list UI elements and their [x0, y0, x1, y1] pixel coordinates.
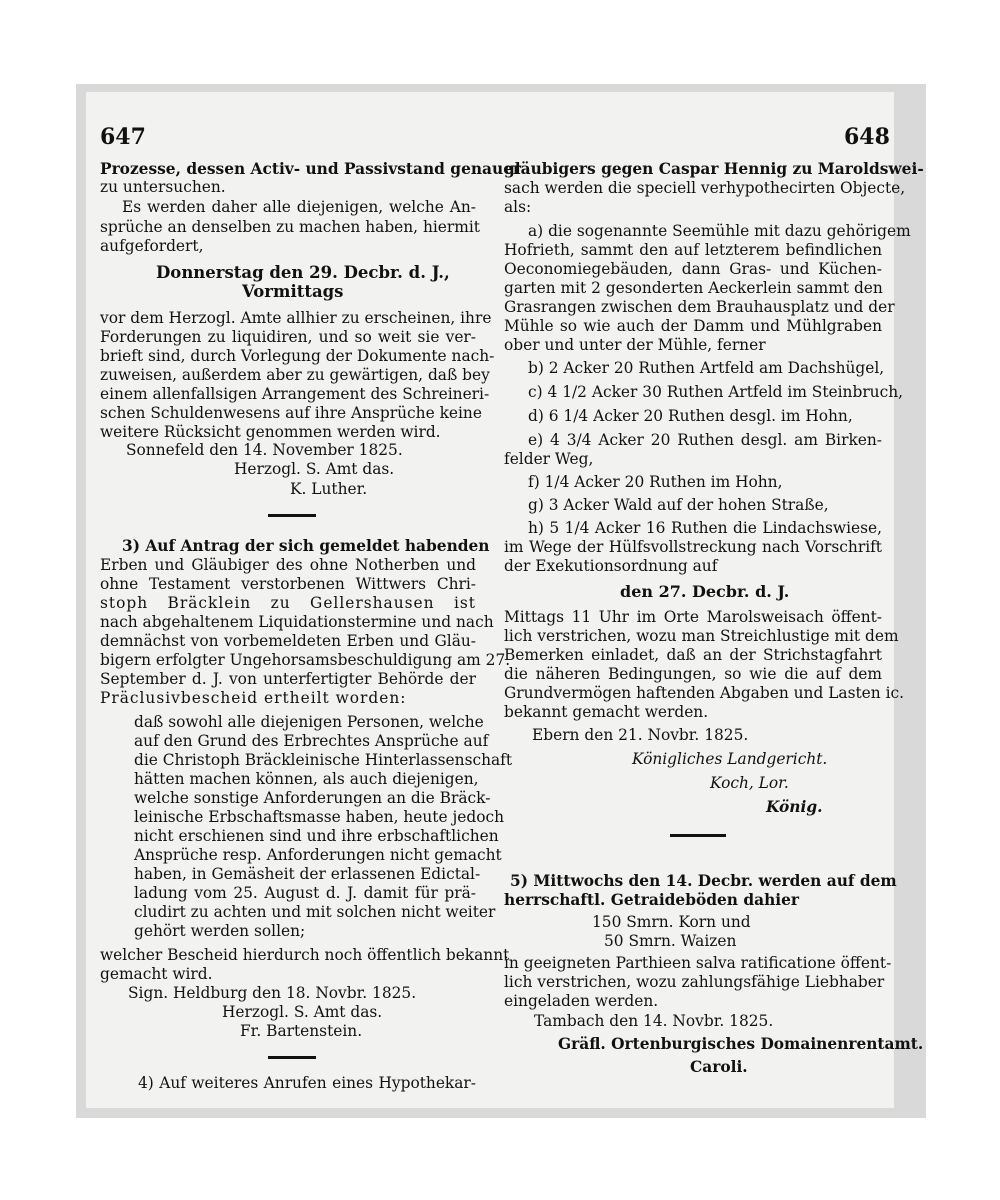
signature-name: Fr. Bartenstein.: [240, 1022, 363, 1040]
text-line: der Exekutionsordnung auf: [504, 557, 718, 575]
text-line: zuweisen, außerdem aber zu gewärtigen, daß bey: [100, 366, 490, 384]
text-line: vor dem Herzogl. Amte allhier zu erscheinen, ihre: [100, 309, 492, 327]
text-line: aufgefordert,: [100, 237, 204, 255]
text-line: Ansprüche resp. Anforderungen nicht gemacht: [134, 846, 502, 864]
list-item: b) 2 Acker 20 Ruthen Artfeld am Dachshügel,: [528, 359, 885, 377]
text-line: Bemerken einladet, daß an der Strichstagfahrt: [504, 646, 882, 664]
text-line: 150 Smrn. Korn und: [592, 913, 751, 931]
text-line: weitere Rücksicht genommen werden wird.: [100, 423, 441, 441]
right-page-number: 648: [844, 124, 890, 150]
signature-office: Gräfl. Ortenburgisches Domainenrentamt.: [558, 1035, 924, 1053]
text-line: brieft sind, durch Vorlegung der Dokumente nach-: [100, 347, 495, 365]
text-line: herrschaftl. Getraideböden dahier: [504, 891, 800, 909]
signature-office: Königliches Landgericht.: [632, 750, 828, 768]
list-item: a) die sogenannte Seemühle mit dazu gehörigem: [528, 222, 911, 240]
text-line: Hofrieth, sammt den auf letzterem befindlichen: [504, 241, 882, 259]
date-heading: Donnerstag den 29. Decbr. d. J.,: [156, 263, 450, 282]
text-line: als:: [504, 198, 532, 216]
section-divider: [670, 834, 726, 837]
text-line: lich verstrichen, wozu man Streichlustige mit dem: [504, 627, 899, 645]
text-line: in geeigneten Parthieen salva ratificatione öffent-: [504, 954, 892, 972]
text-line: im Wege der Hülfsvollstreckung nach Vorschrift: [504, 538, 882, 556]
place-date-line: Sonnefeld den 14. November 1825.: [126, 441, 403, 459]
text-line: September d. J. von unterfertigter Behörde der: [100, 670, 476, 688]
text-line: 50 Smrn. Waizen: [604, 932, 737, 950]
text-line: lich verstrichen, wozu zahlungsfähige Liebhaber: [504, 973, 885, 991]
text-line: einem allenfallsigen Arrangement des Schreineri-: [100, 385, 490, 403]
text-line: sach werden die speciell verhypothecirten Objecte,: [504, 179, 906, 197]
list-item: e) 4 3/4 Acker 20 Ruthen desgl. am Birken-: [528, 431, 882, 449]
text-line: Grasrangen zwischen dem Brauhausplatz und der: [504, 298, 895, 316]
list-item: d) 6 1/4 Acker 20 Ruthen desgl. im Hohn,: [528, 407, 853, 425]
signature-office: Herzogl. S. Amt das.: [222, 1003, 383, 1021]
list-item: g) 3 Acker Wald auf der hohen Straße,: [528, 496, 829, 514]
list-item: h) 5 1/4 Acker 16 Ruthen die Lindachswiese,: [528, 519, 882, 537]
signature-name: König.: [766, 798, 823, 816]
text-line: Präclusivbescheid ertheilt worden:: [100, 689, 407, 707]
list-item: c) 4 1/2 Acker 30 Ruthen Artfeld im Steinbruch,: [528, 383, 904, 401]
text-line: auf den Grund des Erbrechtes Ansprüche auf: [134, 732, 489, 750]
text-line: eingeladen werden.: [504, 992, 659, 1010]
signature-name: Koch, Lor.: [710, 774, 789, 792]
date-heading: den 27. Decbr. d. J.: [620, 582, 790, 601]
place-date-line: Sign. Heldburg den 18. Novbr. 1825.: [128, 984, 417, 1002]
text-line: Es werden daher alle diejenigen, welche An-: [122, 198, 476, 216]
text-line: Prozesse, dessen Activ- und Passivstand genauer: [100, 160, 522, 178]
list-item: f) 1/4 Acker 20 Ruthen im Hohn,: [528, 473, 783, 491]
left-page-number: 647: [100, 124, 146, 150]
book-page-spread: [86, 92, 924, 1108]
text-line: ohne Testament verstorbenen Wittwers Chri-: [100, 575, 476, 593]
text-line: haben, in Gemäsheit der erlassenen Edictal-: [134, 865, 481, 883]
text-line: welcher Bescheid hierdurch noch öffentlich bekannt: [100, 946, 510, 964]
text-line: schen Schuldenwesens auf ihre Ansprüche keine: [100, 404, 482, 422]
signature-name: Caroli.: [690, 1058, 748, 1076]
text-line: sprüche an denselben zu machen haben, hiermit: [100, 218, 480, 236]
text-line: gläubigers gegen Caspar Hennig zu Maroldswei-: [504, 160, 924, 178]
text-line: garten mit 2 gesonderten Aeckerlein sammt den: [504, 279, 883, 297]
text-line: stoph Bräcklein zu Gellershausen ist: [100, 594, 476, 612]
text-line: bekannt gemacht werden.: [504, 703, 709, 721]
signature-office: Herzogl. S. Amt das.: [234, 460, 395, 478]
text-line: zu untersuchen.: [100, 178, 226, 196]
text-line: cludirt zu achten und mit solchen nicht weiter: [134, 903, 496, 921]
time-heading: Vormittags: [242, 282, 344, 301]
text-line: nicht erschienen sind und ihre erbschaftlichen: [134, 827, 499, 845]
section-divider: [268, 1056, 316, 1059]
text-line: Mühle so wie auch der Damm und Mühlgraben: [504, 317, 882, 335]
text-line: daß sowohl alle diejenigen Personen, welche: [134, 713, 484, 731]
place-date-line: Ebern den 21. Novbr. 1825.: [532, 726, 749, 744]
text-line: Erben und Gläubiger des ohne Notherben und: [100, 556, 476, 574]
text-line: ober und unter der Mühle, ferner: [504, 336, 766, 354]
text-line: gehört werden sollen;: [134, 922, 306, 940]
place-date-line: Tambach den 14. Novbr. 1825.: [534, 1012, 774, 1030]
text-line: welche sonstige Anforderungen an die Bräck-: [134, 789, 491, 807]
text-line: 5) Mittwochs den 14. Decbr. werden auf dem: [510, 872, 897, 890]
text-line: Mittags 11 Uhr im Orte Marolsweisach öffent-: [504, 608, 882, 626]
text-line: die näheren Bedingungen, so wie die auf dem: [504, 665, 882, 683]
signature-name: K. Luther.: [290, 480, 368, 498]
text-line: ladung vom 25. August d. J. damit für prä-: [134, 884, 476, 902]
text-line: gemacht wird.: [100, 965, 213, 983]
text-line: Oeconomiegebäuden, dann Gras- und Küchen-: [504, 260, 882, 278]
text-line: nach abgehaltenem Liquidationstermine und nach: [100, 613, 494, 631]
text-line: felder Weg,: [504, 450, 594, 468]
text-line: Forderungen zu liquidiren, und so weit sie ver-: [100, 328, 476, 346]
text-line: hätten machen können, als auch diejenigen,: [134, 770, 479, 788]
text-line: demnächst von vorbemeldeten Erben und Gläu-: [100, 632, 476, 650]
section-divider: [268, 514, 316, 517]
text-line: die Christoph Bräckleinische Hinterlassenschaft: [134, 751, 513, 769]
text-line: leinische Erbschaftsmasse haben, heute jedoch: [134, 808, 505, 826]
text-line: 4) Auf weiteres Anrufen eines Hypothekar-: [138, 1074, 476, 1092]
text-line: bigern erfolgter Ungehorsamsbeschuldigung am 27.: [100, 651, 511, 669]
text-line: 3) Auf Antrag der sich gemeldet habenden: [122, 537, 490, 555]
text-line: Grundvermögen haftenden Abgaben und Lasten ic.: [504, 684, 905, 702]
